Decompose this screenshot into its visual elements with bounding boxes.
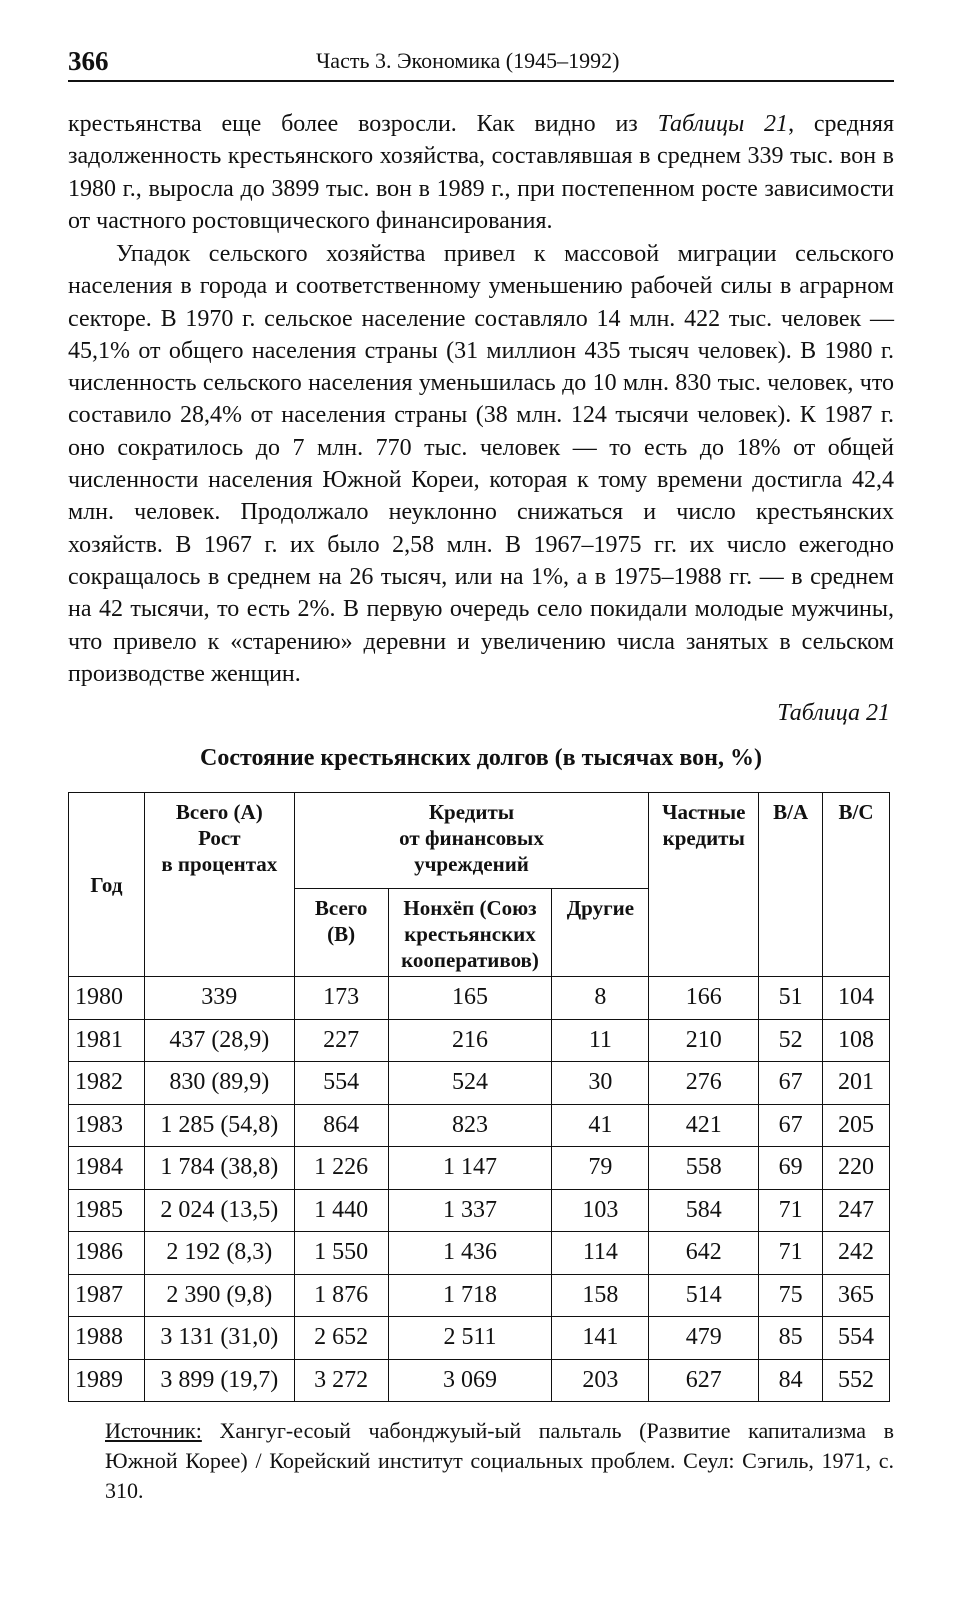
table-title: Состояние крестьянских долгов (в тысячах вон, %) xyxy=(200,745,762,771)
paragraph-1 xyxy=(68,108,894,237)
table-cell: 554 xyxy=(823,1317,890,1360)
header-nonghyup: Нонхёп (Союз крестьянских кооперативов) xyxy=(388,889,552,977)
table-cell: 437 (28,9) xyxy=(144,1019,294,1062)
table-cell: 1 226 xyxy=(294,1147,388,1190)
page-header xyxy=(68,42,894,82)
table-cell: 1987 xyxy=(69,1274,145,1317)
table-cell: 205 xyxy=(823,1104,890,1147)
table-cell: 165 xyxy=(388,977,552,1020)
table-cell: 67 xyxy=(759,1062,823,1105)
table-cell: 1986 xyxy=(69,1232,145,1275)
table-cell: 104 xyxy=(823,977,890,1020)
table-cell: 84 xyxy=(759,1359,823,1402)
source-text: Хангуг-есоый чабонджуый-ый пальталь (Развитие капитализма в Южной Корее) / Корейский институт социальных проблем. Сеул: Сэгиль, 1971, с. 310. xyxy=(105,1418,894,1503)
table-cell: 3 131 (31,0) xyxy=(144,1317,294,1360)
table-cell: 108 xyxy=(823,1019,890,1062)
table-cell: 3 272 xyxy=(294,1359,388,1402)
table-cell: 1980 xyxy=(69,977,145,1020)
header-credits: Кредиты от финансовых учреждений xyxy=(294,793,649,889)
table-cell: 1985 xyxy=(69,1189,145,1232)
table-row xyxy=(69,1019,890,1062)
table-reference: Таблицы 21 xyxy=(657,111,789,137)
table-cell: 1 440 xyxy=(294,1189,388,1232)
header-private-credits: Частные кредиты xyxy=(649,793,759,977)
page-number: 366 xyxy=(68,46,109,76)
table-row xyxy=(69,1317,890,1360)
table-cell: 210 xyxy=(649,1019,759,1062)
table-cell: 1 285 (54,8) xyxy=(144,1104,294,1147)
table-cell: 864 xyxy=(294,1104,388,1147)
table-cell: 2 192 (8,3) xyxy=(144,1232,294,1275)
header-ba: В/А xyxy=(759,793,823,977)
table-cell: 642 xyxy=(649,1232,759,1275)
header-credits-total: Всего (В) xyxy=(294,889,388,977)
table-cell: 69 xyxy=(759,1147,823,1190)
header-bc: В/С xyxy=(823,793,890,977)
table-cell: 141 xyxy=(552,1317,649,1360)
table-cell: 1 436 xyxy=(388,1232,552,1275)
table-cell: 52 xyxy=(759,1019,823,1062)
table-cell: 1982 xyxy=(69,1062,145,1105)
table-cell: 51 xyxy=(759,977,823,1020)
table-cell: 558 xyxy=(649,1147,759,1190)
table-cell: 1984 xyxy=(69,1147,145,1190)
table-cell: 220 xyxy=(823,1147,890,1190)
table-cell: 158 xyxy=(552,1274,649,1317)
table-cell: 1 550 xyxy=(294,1232,388,1275)
table-cell: 103 xyxy=(552,1189,649,1232)
running-title: Часть 3. Экономика (1945–1992) xyxy=(316,48,620,73)
table-cell: 276 xyxy=(649,1062,759,1105)
table-row xyxy=(69,1359,890,1402)
table-row xyxy=(69,1232,890,1275)
header-other: Другие xyxy=(552,889,649,977)
table-cell: 3 069 xyxy=(388,1359,552,1402)
table-cell: 421 xyxy=(649,1104,759,1147)
table-body xyxy=(69,977,890,1402)
table-cell: 11 xyxy=(552,1019,649,1062)
table-cell: 2 511 xyxy=(388,1317,552,1360)
table-row xyxy=(69,1147,890,1190)
table-cell: 339 xyxy=(144,977,294,1020)
table-cell: 8 xyxy=(552,977,649,1020)
table-cell: 514 xyxy=(649,1274,759,1317)
table-cell: 1981 xyxy=(69,1019,145,1062)
table-row xyxy=(69,1274,890,1317)
header-year: Год xyxy=(69,793,145,977)
table-cell: 1983 xyxy=(69,1104,145,1147)
table-row xyxy=(69,977,890,1020)
table-cell: 1 337 xyxy=(388,1189,552,1232)
table-cell: 2 024 (13,5) xyxy=(144,1189,294,1232)
table-cell: 79 xyxy=(552,1147,649,1190)
header-total: Всего (А) Рост в процентах xyxy=(144,793,294,977)
paragraph-1-text-a: крестьянства еще более возросли. Как видно из xyxy=(68,111,658,137)
table-row xyxy=(69,1062,890,1105)
table-cell: 242 xyxy=(823,1232,890,1275)
table-cell: 1 784 (38,8) xyxy=(144,1147,294,1190)
table-cell: 75 xyxy=(759,1274,823,1317)
table-cell: 2 652 xyxy=(294,1317,388,1360)
table-cell: 227 xyxy=(294,1019,388,1062)
table-cell: 71 xyxy=(759,1232,823,1275)
table-cell: 1 718 xyxy=(388,1274,552,1317)
table-cell: 71 xyxy=(759,1189,823,1232)
table-cell: 1 147 xyxy=(388,1147,552,1190)
table-cell: 1988 xyxy=(69,1317,145,1360)
table-cell: 627 xyxy=(649,1359,759,1402)
table-cell: 67 xyxy=(759,1104,823,1147)
table-cell: 479 xyxy=(649,1317,759,1360)
table-row xyxy=(69,1104,890,1147)
paragraph-1-text-b: , средняя задолженность крестьянского хозяйства, составлявшая в среднем 339 тыс. вон в 1980 г., выросла до 3899 тыс. вон в 1989 г., при постепенном росте зависимости от частного ростовщического финансирования. xyxy=(68,111,894,234)
table-cell: 201 xyxy=(823,1062,890,1105)
paragraph-2: Упадок сельского хозяйства привел к массовой миграции сельского населения в города и соответственному уменьшению рабочей силы в аграрном секторе. В 1970 г. сельское население составляло 14 млн. 422 тыс. человек — 45,1% от общего населения страны (31 миллион 435 тысяч человек). В 1980 г. численность сельского населения уменьшилась до 10 млн. 830 тыс. человек, что составило 28,4% от населения страны (38 млн. 124 тысячи человек). К 1987 г. оно сократилось до 7 млн. 770 тыс. человек — то есть до 18% от общей численности населения Южной Кореи, которая к тому времени достигла 42,4 млн. человек. Продолжало неуклонно снижаться и число крестьянских хозяйств. В 1967 г. их было 2,58 млн. В 1967–1975 гг. их число ежегодно сокращалось в среднем на 26 тысяч, или на 1%, а в 1975–1988 гг. — в среднем на 42 тысячи, то есть 2%. В первую очередь село покидали молодые мужчины, что привело к «старению» деревни и увеличению числа занятых в сельском производстве женщин. xyxy=(68,241,894,687)
table-cell: 114 xyxy=(552,1232,649,1275)
table-cell: 823 xyxy=(388,1104,552,1147)
table-cell: 554 xyxy=(294,1062,388,1105)
table-cell: 41 xyxy=(552,1104,649,1147)
table-cell: 3 899 (19,7) xyxy=(144,1359,294,1402)
table-cell: 552 xyxy=(823,1359,890,1402)
table-cell: 203 xyxy=(552,1359,649,1402)
table-cell: 247 xyxy=(823,1189,890,1232)
source-label: Источник: xyxy=(105,1418,202,1443)
source-note xyxy=(105,1416,894,1506)
table-row xyxy=(69,1189,890,1232)
table-cell: 173 xyxy=(294,977,388,1020)
table-cell: 85 xyxy=(759,1317,823,1360)
table-cell: 584 xyxy=(649,1189,759,1232)
table-cell: 524 xyxy=(388,1062,552,1105)
table-cell: 830 (89,9) xyxy=(144,1062,294,1105)
table-cell: 30 xyxy=(552,1062,649,1105)
table-cell: 365 xyxy=(823,1274,890,1317)
table-cell: 166 xyxy=(649,977,759,1020)
table-cell: 216 xyxy=(388,1019,552,1062)
table-cell: 1 876 xyxy=(294,1274,388,1317)
debt-table xyxy=(68,792,890,1402)
table-cell: 2 390 (9,8) xyxy=(144,1274,294,1317)
table-label: Таблица 21 xyxy=(777,700,890,726)
table-cell: 1989 xyxy=(69,1359,145,1402)
